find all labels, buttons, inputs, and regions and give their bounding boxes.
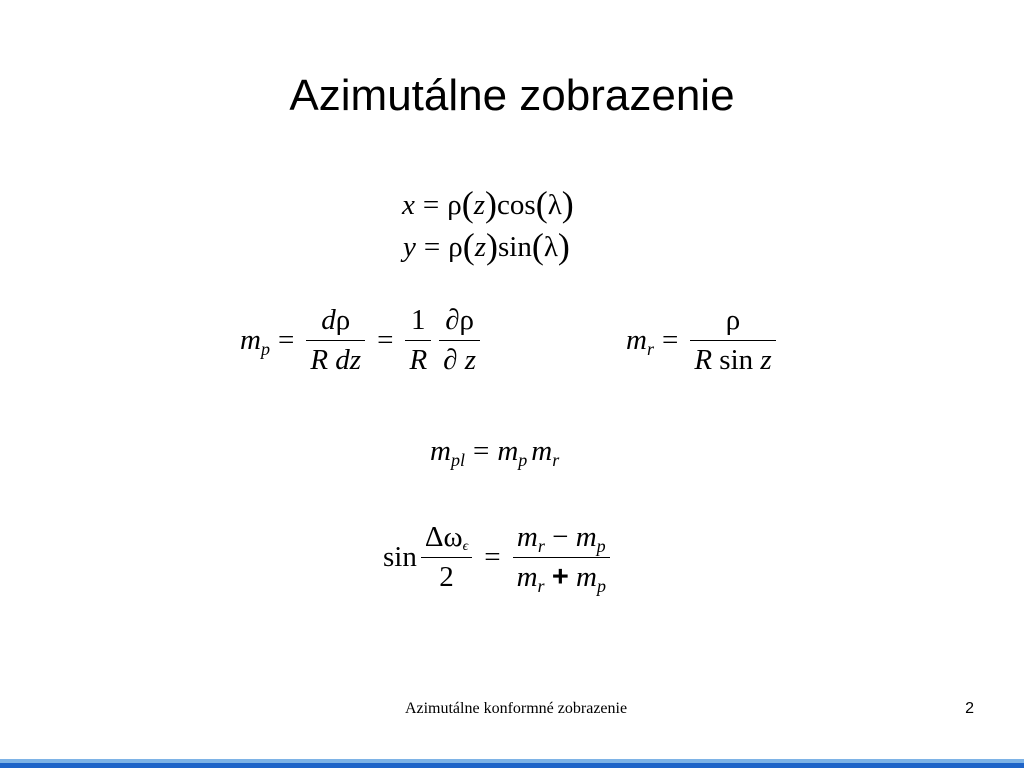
eq-mp-frac1: $\frac{d\rho}{\text{R dz}}$ [306, 306, 365, 375]
slide-title: Azimutálne zobrazenie [289, 71, 735, 120]
equation-y: y = ρ(z)sin(λ) [403, 226, 570, 266]
eq-mp-frac2: $\frac{1}{R}$ [405, 306, 431, 375]
equation-mpl: $m_{pl} = m_p$ $m_r$ [430, 435, 560, 470]
bottom-bar [0, 759, 1024, 768]
eq-mr-m: m [626, 324, 647, 356]
eq-y-lambda: λ [543, 231, 558, 263]
eq-y-rho: ρ [448, 231, 463, 263]
eq-x-z: z [473, 189, 486, 221]
eq-mp-m: m [240, 324, 261, 356]
eq-mr-frac: $\frac{\rho}{\text{R sin z}}$ [690, 306, 775, 375]
equation-mp: $m_p$ = $\frac{d\rho}{\text{R dz}}$ = $\frac{1}{R}$ $\frac{\partial\rho}{\partial z}$ [240, 306, 484, 375]
eq-mp-sub: p [260, 339, 270, 359]
bottom-bar-dark-stripe [0, 763, 1024, 768]
eq-x-lambda: λ [547, 189, 562, 221]
eq-y-lhs: y [403, 231, 416, 263]
eq-mr-sub: r [646, 339, 654, 359]
equation-x: x = ρ(z)cos(λ) [402, 184, 574, 224]
eq-omega-frac1: $\frac{\text{Δωϵ}}{2}$ [421, 523, 472, 592]
eq-omega-frac2: $\frac{m_r - m_p}{m_r + m_p}$ [513, 523, 610, 592]
eq-x-rho: ρ [447, 189, 462, 221]
eq-y-func: sin [498, 231, 532, 263]
eq-y-z: z [474, 231, 487, 263]
eq-x-func: cos [497, 189, 536, 221]
eq-x-lhs: x [402, 189, 415, 221]
footer-title: Azimutálne konformné zobrazenie [404, 700, 628, 717]
page-number: 2 [965, 700, 974, 717]
equation-omega: sin $\frac{\text{Δωϵ}}{2}$ = $\frac{m_r - m_p}{m_r + m_p}$ [383, 523, 614, 592]
eq-mp-frac3: $\frac{\partial\rho}{\partial z}$ [439, 306, 480, 375]
equation-mr: $m_r$ = $\frac{\rho}{\text{R sin z}}$ [626, 306, 780, 375]
